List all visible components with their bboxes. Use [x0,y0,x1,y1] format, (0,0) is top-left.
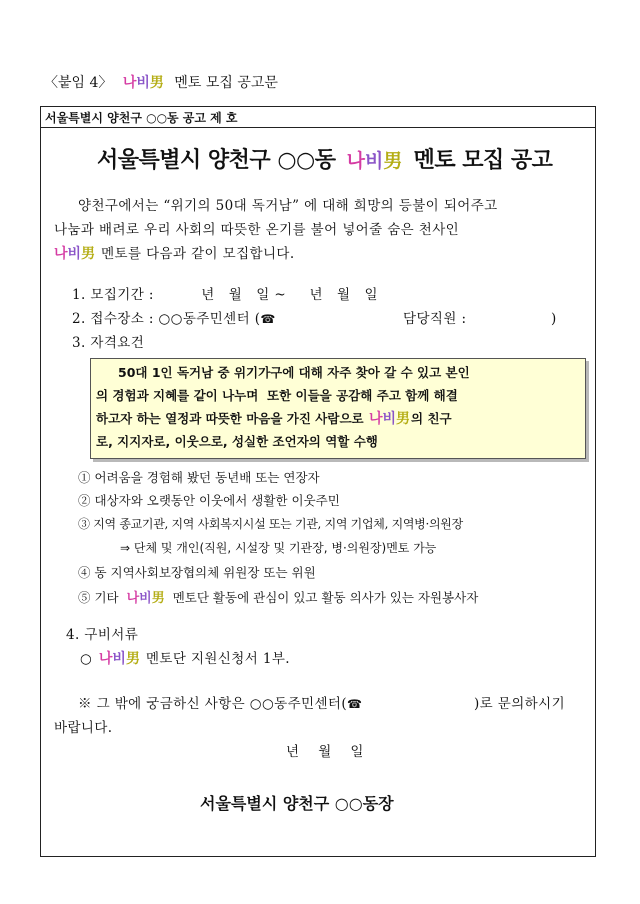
notice-number: 서울특별시 양천구 ○○동 공고 제 호 [45,111,238,125]
brand-logo [99,648,140,670]
brand-logo [347,146,403,173]
qualification-line-3-suffix: 의 친구 [411,411,452,426]
phone-icon: ☎ [347,697,363,711]
intro-line-3 [54,243,295,265]
criteria-item-1: ① 어려움을 경험해 봤던 동년배 또는 연장자 [78,470,320,485]
brand-logo [127,587,165,606]
brand-char-bi: 비 [365,150,384,172]
brand-char-man: 男 [125,651,140,667]
qualification-line-3 [96,407,452,431]
intro-line-3-text: 멘토를 다음과 같이 모집합니다. [101,246,295,262]
brand-char-na: 나 [368,411,383,427]
brand-char-man: 男 [396,411,411,427]
brand-char-na: 나 [98,651,113,667]
intro-line-2: 나눔과 배려로 우리 사회의 따뜻한 온기를 불어 넣어줄 숨은 천사인 [54,222,460,238]
brand-logo [123,72,164,92]
inquiry-note-line-1 [78,693,362,715]
brand-logo [369,408,410,431]
receipt-place [72,308,276,330]
documents-bullet: ○ [80,651,93,667]
title-prefix: 서울특별시 양천구 ○○동 [97,148,336,173]
notice-date: 년 월 일 [286,744,364,760]
criteria-item-5-suffix: 멘토단 활동에 관심이 있고 활동 의사가 있는 자원봉사자 [172,590,479,605]
criteria-item-3: ③ 지역 종교기관, 지역 사회복지시설 또는 기관, 지역 기업체, 지역병·의원장 [78,517,463,531]
criteria-item-3-note: ⇒ 단체 및 개인(직원, 시설장 및 기관장, 병·의원장)멘토 가능 [120,541,437,555]
criteria-item-5-prefix: ⑤ 기타 [78,590,119,605]
criteria-item-4: ④ 동 지역사회보장협의체 위원장 또는 위원 [78,565,316,580]
recruit-period [72,284,378,306]
documents-label: 4. 구비서류 [66,627,139,643]
period-label: 1. 모집기간 : [72,287,154,303]
brand-char-na: 나 [54,246,68,262]
brand-logo [54,243,95,265]
brand-char-bi: 비 [382,411,397,427]
brand-char-na: 나 [122,75,137,91]
brand-char-na: 나 [126,591,140,606]
qualification-label: 3. 자격요건 [72,335,145,351]
phone-icon: ☎ [260,312,276,326]
brand-char-man: 男 [151,591,165,606]
place-label: 2. 접수장소 : [72,311,154,327]
attachment-prefix: 〈붙임 4〉 [44,75,113,91]
qualification-line-4: 로, 지지자로, 이웃으로, 성실한 조언자의 역할 수행 [96,434,378,449]
period-value: 년 월 일 ~ 년 월 일 [201,287,378,303]
qualification-line-1: 50대 1인 독거남 중 위기가구에 대해 자주 찾아 갈 수 있고 본인 [118,365,470,380]
staff-contact [403,308,466,330]
intro-line-1: 양천구에서는 “위기의 50대 독거남” 에 대해 희망의 등불이 되어주고 [78,198,498,214]
place-value: ○○동주민센터 ( [158,311,261,327]
brand-char-bi: 비 [112,651,126,667]
attachment-heading [44,72,278,92]
staff-label: 담당직원 : [403,311,467,327]
criteria-item-2: ② 대상자와 오랫동안 이웃에서 생활한 이웃주민 [78,493,340,508]
inquiry-note-line-2: 바랍니다. [54,720,113,736]
brand-char-bi: 비 [139,591,152,606]
attachment-suffix: 멘토 모집 공고문 [174,75,278,91]
inquiry-note-suffix: )로 문의하시기 [474,696,566,712]
page-title [97,143,552,174]
brand-char-bi: 비 [67,246,82,262]
staff-close: ) [551,311,557,327]
brand-char-man: 男 [149,75,164,91]
documents-item [80,648,290,670]
signature: 서울특별시 양천구 ○○동장 [200,794,394,813]
brand-char-na: 나 [346,150,366,172]
brand-char-bi: 비 [136,75,150,91]
inquiry-note-prefix: ※ 그 밖에 궁금하신 사항은 ○○동주민센터( [78,696,347,712]
qualification-line-2: 의 경험과 지혜를 같이 나누며 또한 이들을 공감해 주고 함께 해결 [96,388,458,403]
documents-item-text: 멘토단 지원신청서 1부. [145,651,290,667]
title-suffix: 멘토 모집 공고 [413,148,553,173]
qualification-line-3-prefix: 하고자 하는 열정과 따뜻한 마음을 가진 사람으로 [96,411,364,426]
criteria-item-5 [78,587,478,606]
brand-char-man: 男 [383,150,403,172]
brand-char-man: 男 [81,246,96,262]
